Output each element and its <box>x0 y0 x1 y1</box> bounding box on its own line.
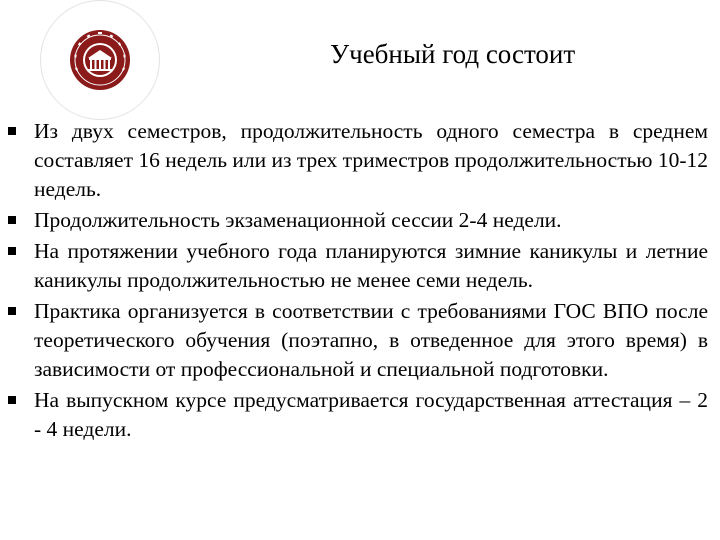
bullet-text: Из двух семестров, продолжительность одного семестра в среднем составляет 16 недель или из трех триместров продолжительностью 10-12 недель. <box>34 119 708 201</box>
square-bullet-icon <box>8 396 16 404</box>
university-seal-icon <box>68 28 132 92</box>
bullet-item <box>0 297 708 384</box>
square-bullet-icon <box>8 127 16 135</box>
bullet-item <box>0 386 708 444</box>
bullet-item <box>0 117 708 204</box>
square-bullet-icon <box>8 307 16 315</box>
bullet-text: На протяжении учебного года планируются зимние каникулы и летние каникулы продолжительностью не менее семи недель. <box>34 239 708 292</box>
bullet-item <box>0 237 708 295</box>
bullet-item <box>0 206 708 235</box>
square-bullet-icon <box>8 247 16 255</box>
bullet-list <box>0 117 720 446</box>
bullet-text: На выпускном курсе предусматривается государственная аттестация – 2 - 4 недели. <box>34 388 708 441</box>
bullet-text: Практика организуется в соответствии с требованиями ГОС ВПО после теоретического обучения (поэтапно, в отведенное для этого время) в зависимости от профессиональной и специальной подготовки. <box>34 299 708 381</box>
slide-title: Учебный год состоит <box>330 39 576 69</box>
logo-container <box>40 0 160 120</box>
square-bullet-icon <box>8 216 16 224</box>
bullet-text: Продолжительность экзаменационной сессии 2-4 недели. <box>34 208 562 232</box>
